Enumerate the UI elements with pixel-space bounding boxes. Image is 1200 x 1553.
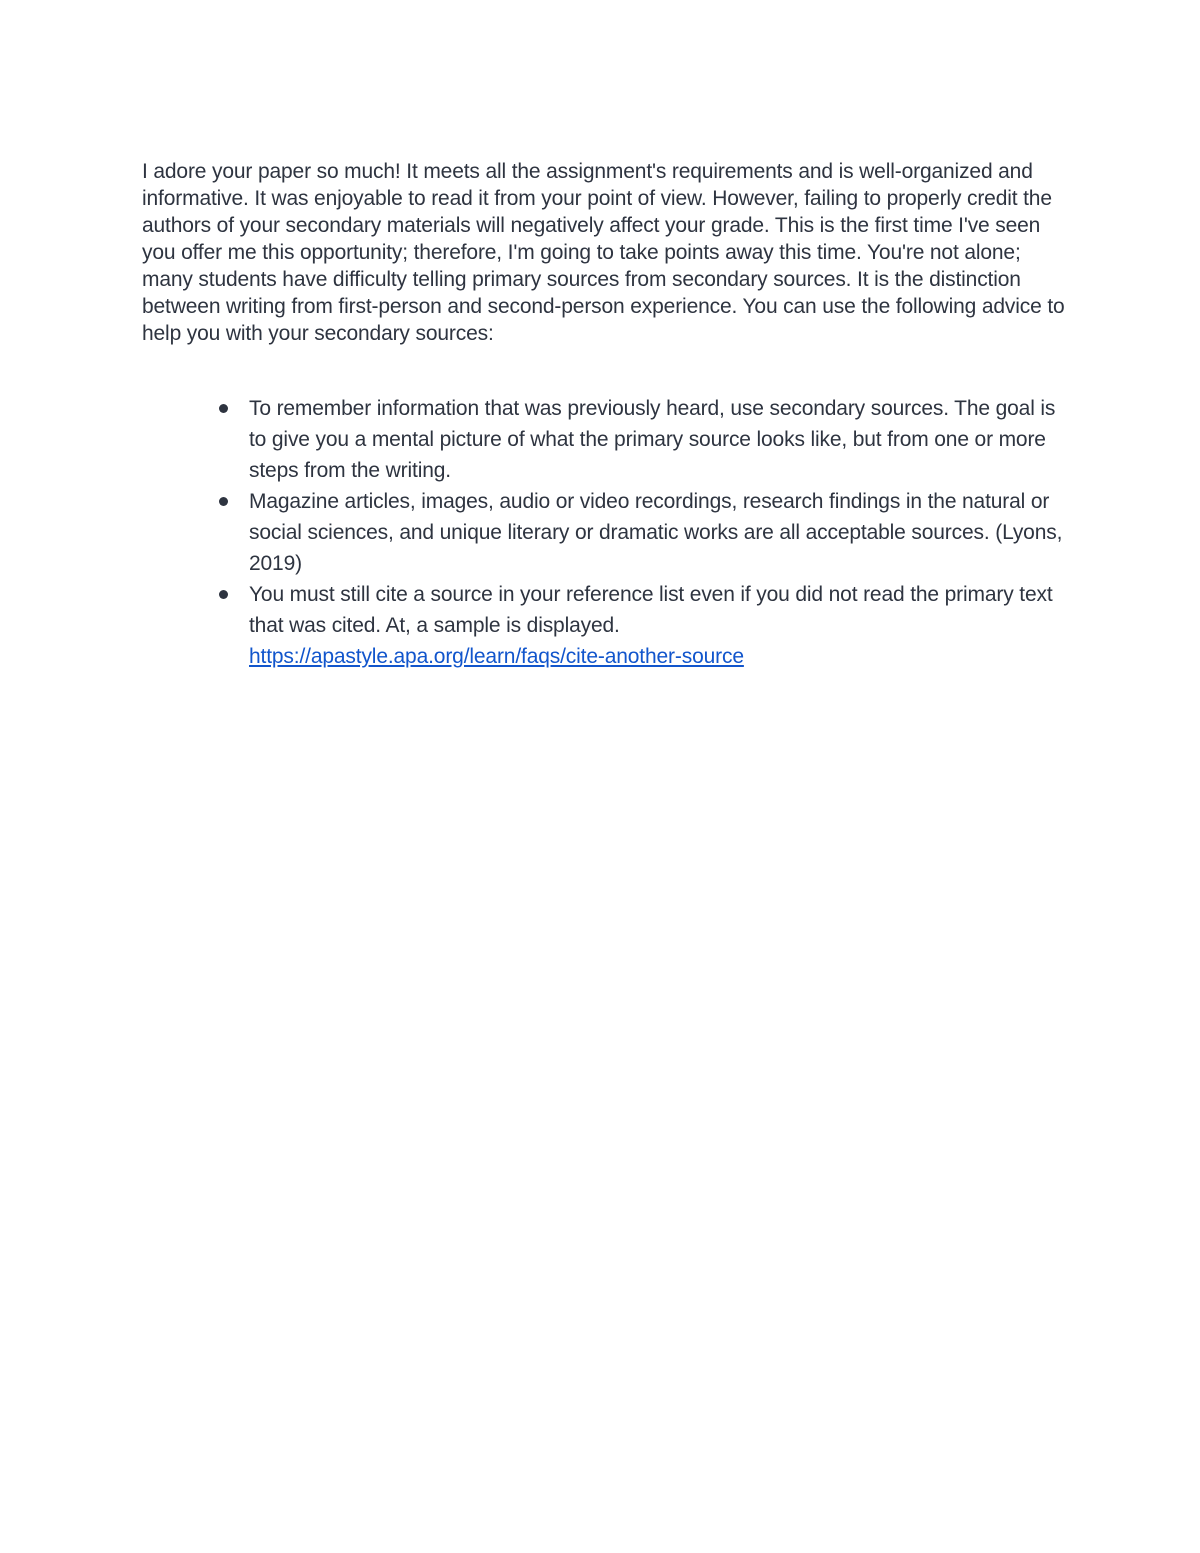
list-item-text: You must still cite a source in your reference list even if you did not read the primary text that was cited. At, a sample is displayed. [249,583,1053,637]
intro-paragraph: I adore your paper so much! It meets all the assignment's requirements and is well-organized and informative. It was enjoyable to read it from your point of view. However, failing to properly credit the authors of your secondary materials will negatively affect your grade. This is the first time I've seen you offer me this opportunity; therefore, I'm going to take points away this time. You're not alone; many students have difficulty telling primary sources from secondary sources. It is the distinction between writing from first-person and second-person experience. You can use the following advice to help you with your secondary sources: [142,160,1065,345]
apa-style-link[interactable]: https://apastyle.apa.org/learn/faqs/cite-another-source [249,645,744,668]
list-item-text: Magazine articles, images, audio or video recordings, research findings in the natural or social sciences, and unique literary or dramatic works are all acceptable sources. (Lyons, 2019) [249,490,1063,575]
list-item [142,579,1067,672]
bullet-icon [219,590,228,599]
bullet-icon [219,404,228,413]
list-item [142,486,1067,579]
advice-list [142,393,1067,672]
list-item-text: To remember information that was previously heard, use secondary sources. The goal is to give you a mental picture of what the primary source looks like, but from one or more steps from the writing. [249,397,1056,482]
list-item [142,393,1067,486]
bullet-icon [219,497,228,506]
